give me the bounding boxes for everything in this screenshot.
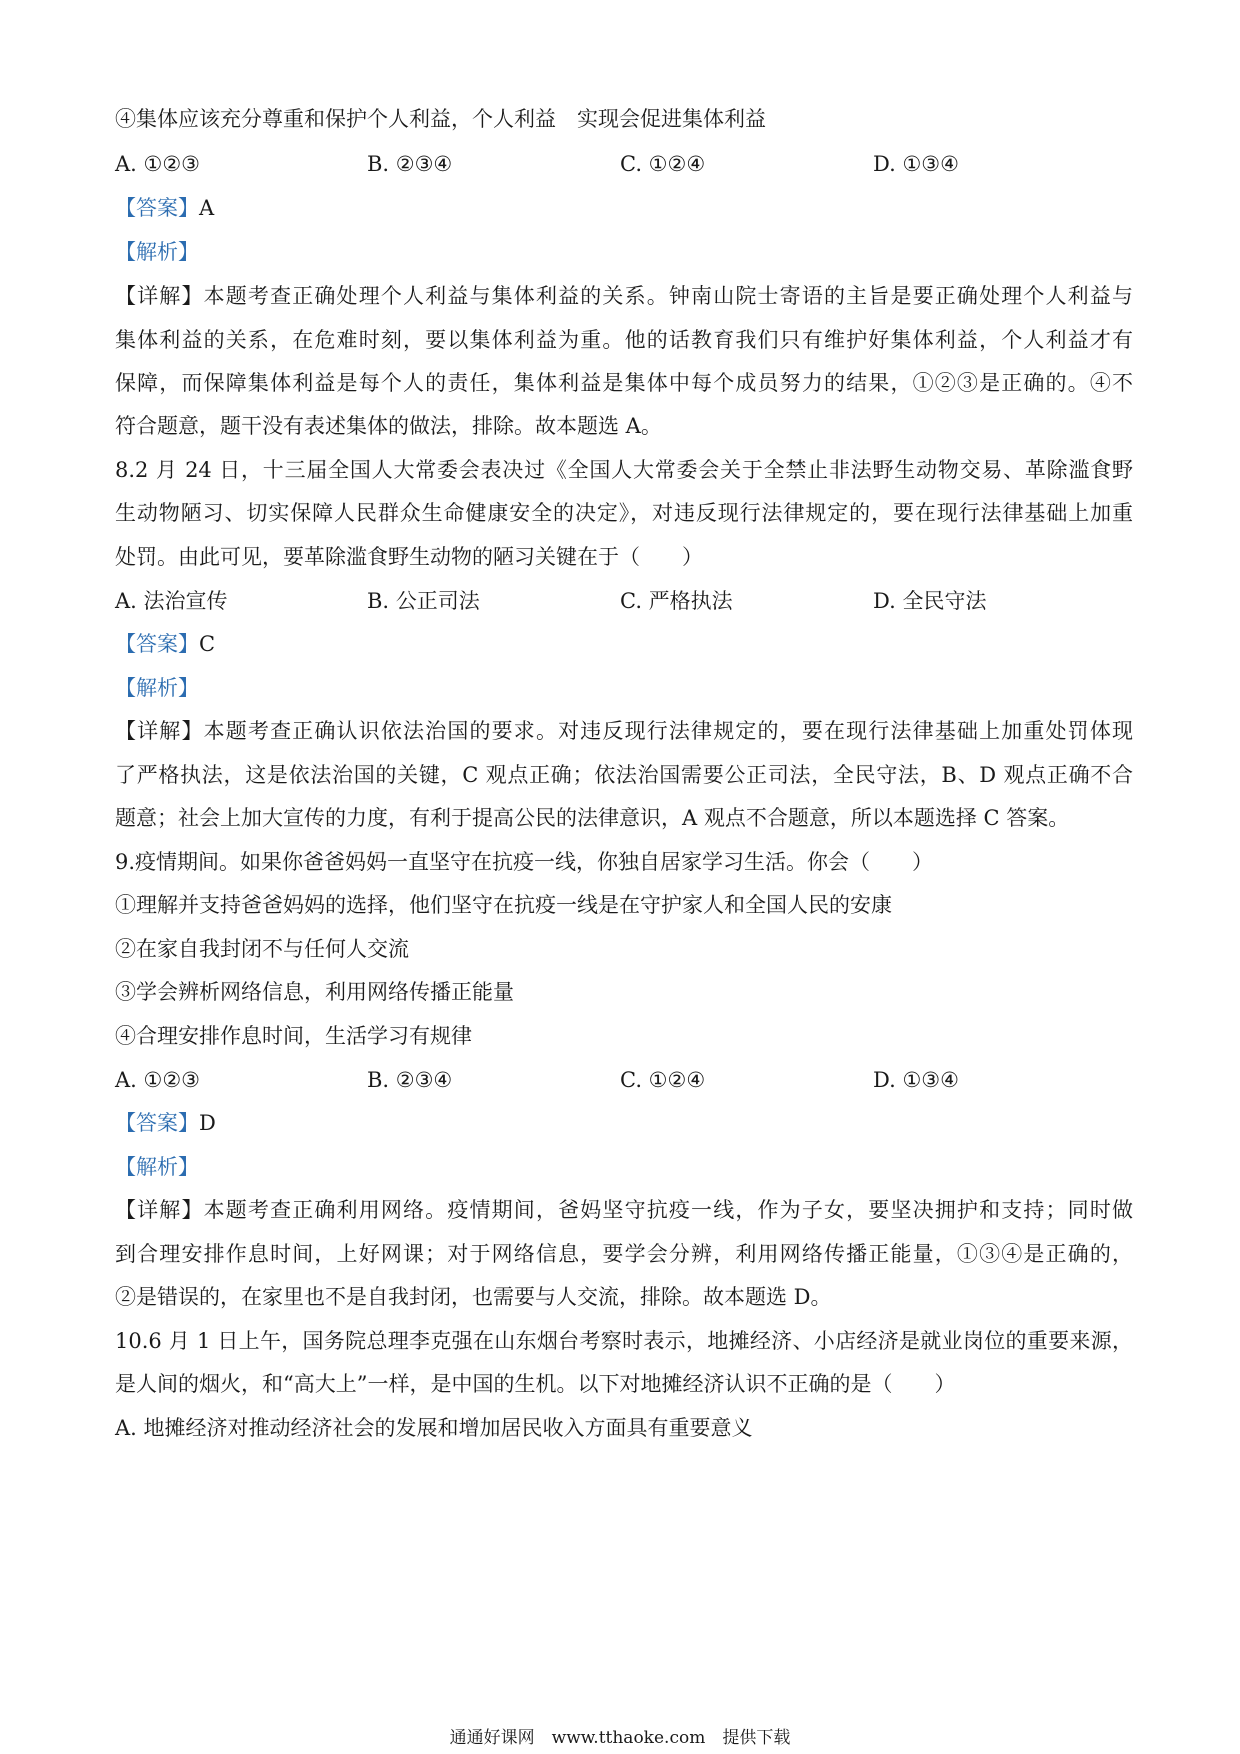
q7-option-d: D. ①③④ [873, 152, 959, 176]
q9-option-b: B. ②③④ [367, 1068, 453, 1092]
q8-detail-line: 【详解】本题考查正确认识依法治国的要求。对违反现行法律规定的，要在现行法律基础上加重处罚体现 [115, 719, 1133, 743]
q8-detail-line: 题意；社会上加大宣传的力度，有利于提高公民的法律意识，A 观点不合题意，所以本题选择 C 答案。 [115, 806, 1070, 830]
q8-option-a: A. 法治宣传 [115, 589, 228, 613]
q9-item-4: ④合理安排作息时间，生活学习有规律 [115, 1024, 472, 1048]
q9-detail-line: ②是错误的，在家里也不是自我封闭，也需要与人交流，排除。故本题选 D。 [115, 1285, 832, 1309]
q7-detail-line: 集体利益的关系，在危难时刻，要以集体利益为重。他的话教育我们只有维护好集体利益，个人利益才有 [115, 328, 1133, 352]
q10-option-a: A. 地摊经济对推动经济社会的发展和增加居民收入方面具有重要意义 [115, 1416, 753, 1440]
answer-tag: 【答案】 [115, 632, 199, 656]
q8-option-b: B. 公正司法 [367, 589, 480, 613]
q7-detail-line: 保障，而保障集体利益是每个人的责任，集体利益是集体中每个成员努力的结果，①②③是正确的。④不 [115, 371, 1133, 395]
q9-stem: 9.疫情期间。如果你爸爸妈妈一直坚守在抗疫一线，你独自居家学习生活。你会（ ） [115, 850, 934, 874]
q7-detail-line: 符合题意，题干没有表述集体的做法，排除。故本题选 A。 [115, 414, 662, 438]
q8-answer [115, 629, 1133, 659]
q7-option-c: C. ①②④ [620, 152, 706, 176]
page-footer: 通通好课网 www.tthaoke.com 提供下载 [449, 1728, 791, 1748]
q9-item-1: ①理解并支持爸爸妈妈的选择，他们坚守在抗疫一线是在守护家人和全国人民的安康 [115, 893, 892, 917]
q7-options [115, 149, 1133, 179]
q8-option-d: D. 全民守法 [873, 589, 987, 613]
q10-stem-line: 是人间的烟火，和“高大上”一样，是中国的生机。以下对地摊经济认识不正确的是（ ） [115, 1372, 956, 1396]
q9-detail-line: 【详解】本题考查正确利用网络。疫情期间，爸妈坚守抗疫一线，作为子女，要坚决拥护和支持；同时做 [115, 1198, 1133, 1222]
q9-answer [115, 1108, 1133, 1138]
q9-item-2: ②在家自我封闭不与任何人交流 [115, 937, 409, 961]
q9-detail-line: 到合理安排作息时间，上好网课；对于网络信息，要学会分辨，利用网络传播正能量，①③④是正确的， [115, 1242, 1133, 1266]
q7-option-a: A. ①②③ [115, 152, 200, 176]
q9-item-3: ③学会辨析网络信息，利用网络传播正能量 [115, 980, 514, 1004]
q8-analysis [115, 673, 1133, 703]
answer-value: D [199, 1111, 216, 1135]
analysis-tag: 【解析】 [115, 240, 199, 264]
q8-stem-line: 8.2 月 24 日，十三届全国人大常委会表决过《全国人大常委会关于全禁止非法野生动物交易、革除滥食野 [115, 458, 1133, 482]
q9-options [115, 1065, 1133, 1095]
q9-option-c: C. ①②④ [620, 1068, 706, 1092]
q7-detail-line: 【详解】本题考查正确处理个人利益与集体利益的关系。钟南山院士寄语的主旨是要正确处理个人利益与 [115, 284, 1133, 308]
q8-options [115, 586, 1133, 616]
answer-tag: 【答案】 [115, 196, 199, 220]
answer-value: A [199, 196, 215, 220]
q8-stem-line: 生动物陋习、切实保障人民群众生命健康安全的决定》，对违反现行法律规定的，要在现行法律基础上加重 [115, 501, 1133, 525]
q8-stem-line: 处罚。由此可见，要革除滥食野生动物的陋习关键在于（ ） [115, 545, 703, 569]
q8-option-c: C. 严格执法 [620, 589, 733, 613]
q7-option-b: B. ②③④ [367, 152, 453, 176]
q9-option-a: A. ①②③ [115, 1068, 200, 1092]
analysis-tag: 【解析】 [115, 676, 199, 700]
q7-answer [115, 193, 1133, 223]
analysis-tag: 【解析】 [115, 1155, 199, 1179]
answer-value: C [199, 632, 216, 656]
q9-option-d: D. ①③④ [873, 1068, 959, 1092]
q9-analysis [115, 1152, 1133, 1182]
q7-item-4: ④集体应该充分尊重和保护个人利益，个人利益 实现会促进集体利益 [115, 107, 766, 131]
answer-tag: 【答案】 [115, 1111, 199, 1135]
q7-analysis [115, 237, 1133, 267]
q8-detail-line: 了严格执法，这是依法治国的关键，C 观点正确；依法治国需要公正司法，全民守法，B、D 观点正确不合 [115, 763, 1133, 787]
q10-stem-line: 10.6 月 1 日上午，国务院总理李克强在山东烟台考察时表示，地摊经济、小店经济是就业岗位的重要来源， [115, 1329, 1133, 1353]
